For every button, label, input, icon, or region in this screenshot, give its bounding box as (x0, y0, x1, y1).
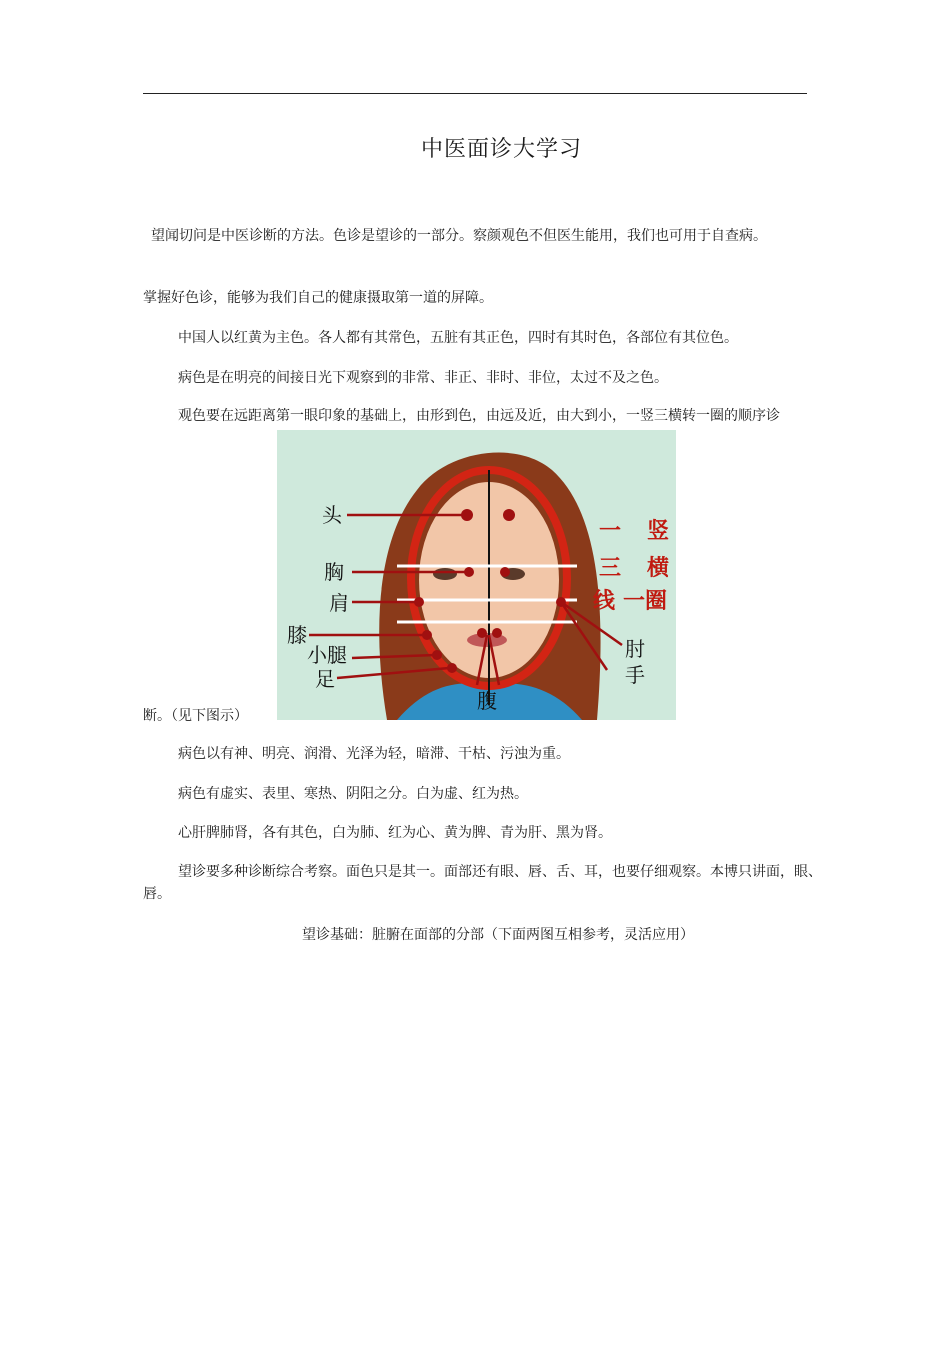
label-yi-1: 一 (599, 519, 622, 544)
label-heng: 横 (647, 556, 670, 581)
paragraph-1: 望闻切问是中医诊断的方法。色诊是望诊的一部分。察颜观色不但医生能用，我们也可用于自查病。 (151, 228, 767, 244)
paragraph-10: 望诊基础：脏腑在面部的分部（下面两图互相参考，灵活应用） (302, 927, 694, 943)
label-chest: 胸 (324, 560, 344, 584)
paragraph-9: 望诊要多种诊断综合考察。面色只是其一。面部还有眼、唇、舌、耳，也要仔细观察。本博只讲面，眼、唇。 (143, 864, 822, 902)
label-hand: 手 (625, 663, 645, 687)
label-foot: 足 (315, 667, 335, 691)
face-diagnosis-figure (277, 430, 676, 720)
label-yiquan: 一圈 (623, 589, 668, 614)
label-calf: 小腿 (307, 643, 347, 667)
paragraph-3: 中国人以红黄为主色。各人都有其常色，五脏有其正色，四时有其时色，各部位有其位色。 (178, 330, 738, 346)
label-head: 头 (322, 503, 342, 527)
label-elbow: 肘 (625, 637, 645, 661)
paragraph-8: 心肝脾肺肾，各有其色，白为肺、红为心、黄为脾、青为肝、黑为肾。 (178, 825, 612, 841)
face-map-illustration (277, 430, 676, 720)
paragraph-6: 病色以有神、明亮、润滑、光泽为轻，暗滞、干枯、污浊为重。 (178, 746, 570, 762)
label-shoulder: 肩 (329, 591, 349, 615)
label-abdomen-text: 腹 (477, 689, 497, 713)
label-knee: 膝 (287, 623, 307, 647)
label-shu: 竖 (647, 519, 670, 544)
label-san: 三 (599, 556, 622, 581)
paragraph-2: 掌握好色诊，能够为我们自己的健康摄取第一道的屏障。 (143, 290, 493, 306)
paragraph-5-line-2: 断。（见下图示） (143, 708, 248, 724)
paragraph-4: 病色是在明亮的间接日光下观察到的非常、非正、非时、非位，太过不及之色。 (178, 370, 668, 386)
label-xian: 线 (593, 589, 616, 614)
paragraph-5-line-1: 观色要在远距离第一眼印象的基础上，由形到色，由远及近，由大到小，一竖三横转一圈的顺序诊 (178, 408, 780, 424)
page-title: 中医面诊大学习 (420, 137, 582, 162)
header-rule (143, 93, 807, 94)
paragraph-7: 病色有虚实、表里、寒热、阴阳之分。白为虚、红为热。 (178, 786, 528, 802)
